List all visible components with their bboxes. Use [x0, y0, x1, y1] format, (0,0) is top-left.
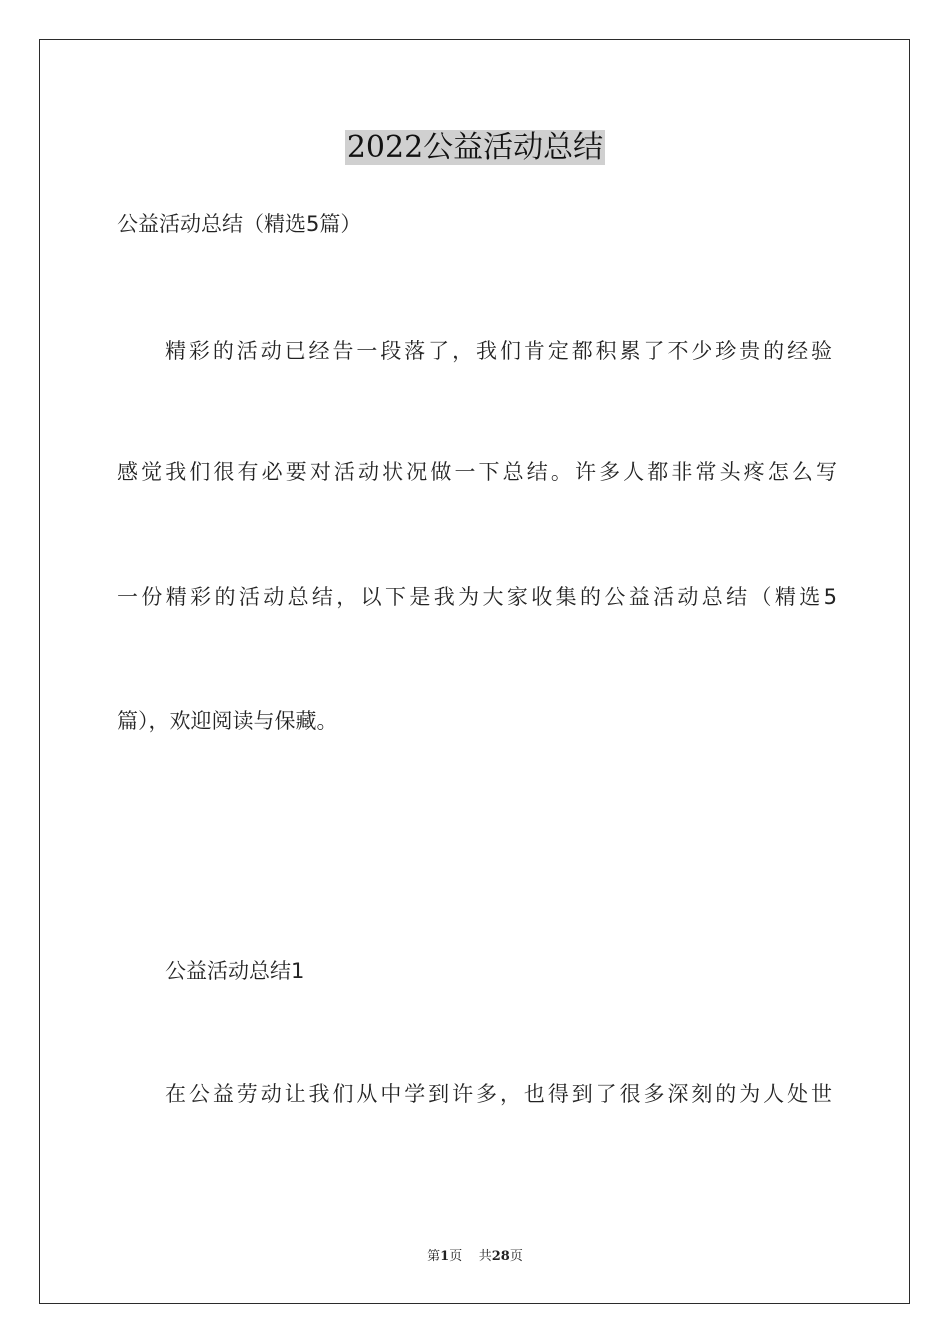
document-subtitle: 公益活动总结（精选5篇）	[117, 212, 362, 236]
page-footer	[0, 1245, 950, 1264]
footer-page-prefix: 第	[427, 1249, 441, 1264]
footer-total-suffix: 页	[509, 1249, 523, 1264]
footer-page-suffix: 页	[449, 1249, 463, 1264]
footer-total-pages: 28	[491, 1249, 510, 1264]
footer-total-prefix: 共	[478, 1249, 492, 1264]
intro-line-2: 感觉我们很有必要对活动状况做一下总结。许多人都非常头疼怎么写	[117, 460, 837, 484]
intro-line-4: 篇），欢迎阅读与保藏。	[117, 709, 338, 733]
section-heading: 公益活动总结1	[165, 959, 305, 983]
document-title-text: 2022公益活动总结	[346, 130, 604, 165]
intro-line-3: 一份精彩的活动总结，以下是我为大家收集的公益活动总结（精选5	[117, 585, 837, 609]
footer-page-number: 1	[440, 1249, 450, 1264]
section-paragraph-line-1: 在公益劳动让我们从中学到许多，也得到了很多深刻的为人处世	[165, 1082, 832, 1106]
document-title	[0, 126, 950, 170]
intro-line-1: 精彩的活动已经告一段落了，我们肯定都积累了不少珍贵的经验	[165, 339, 832, 363]
